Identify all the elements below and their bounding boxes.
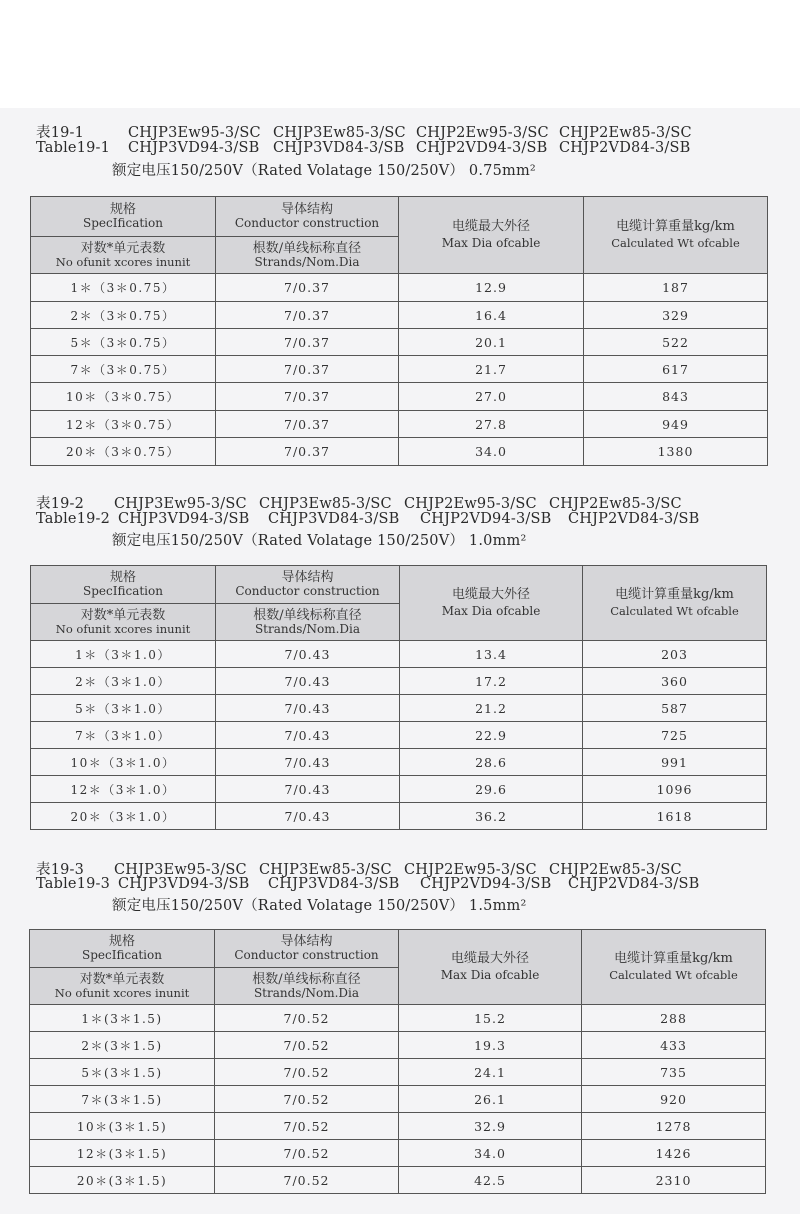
caption-line-2: [36, 140, 690, 156]
model-code: CHJP3VD84-3/SB: [268, 511, 400, 527]
strands-cell: 7/0.43: [216, 749, 400, 776]
caption-line-2: [36, 876, 699, 892]
header-en: Max Dia ofcable: [441, 604, 541, 618]
max-dia-cell: 19.3: [399, 1032, 582, 1059]
header-zh: 对数*单元表数: [80, 240, 166, 256]
table-row: [30, 1113, 766, 1140]
model-code: CHJP3Ew85-3/SC: [259, 496, 392, 512]
model-code: CHJP2Ew95-3/SC: [404, 862, 537, 878]
spec-cell: 1＊（3＊1.0）: [31, 641, 216, 668]
caption-line-1: [36, 121, 692, 142]
header-zh: 规格: [109, 202, 136, 217]
weight-cell: 1278: [582, 1113, 766, 1140]
rated-voltage-caption: 额定电压150/250V（Rated Volatage 150/250V） 0.75mm²: [112, 163, 536, 179]
header-en: SpecIfication: [82, 948, 162, 962]
table-row: [31, 722, 767, 749]
max-dia-cell: 24.1: [399, 1059, 582, 1086]
spec-table: [30, 565, 767, 830]
spec-header: [31, 566, 216, 604]
strands-cell: 7/0.43: [216, 803, 400, 830]
strands-cell: 7/0.43: [216, 776, 400, 803]
weight-cell: 187: [584, 274, 768, 302]
max-dia-cell: 16.4: [399, 302, 584, 329]
table-row: [31, 383, 768, 411]
table-row: [31, 776, 767, 803]
table-row: [31, 356, 768, 383]
weight-cell: 1426: [582, 1140, 766, 1167]
spec-cell: 12＊（3＊0.75）: [31, 411, 216, 438]
strands-cell: 7/0.52: [215, 1167, 399, 1194]
spec-cell: 2＊（3＊0.75）: [31, 302, 216, 329]
spec-cell: 2＊(3＊1.5): [30, 1032, 215, 1059]
table-label-zh: 表19-3: [36, 862, 85, 878]
spec-cell: 10＊(3＊1.5): [30, 1113, 215, 1140]
weight-cell: 288: [582, 1005, 766, 1032]
model-code: CHJP3Ew95-3/SC: [114, 862, 247, 878]
model-code: CHJP3VD84-3/SB: [268, 876, 400, 892]
header-zh: 电缆最大外径: [451, 219, 530, 234]
weight-cell: 360: [583, 668, 767, 695]
header-zh: 电缆计算重量kg/km: [616, 219, 735, 234]
strands-header: [215, 968, 399, 1005]
max-dia-cell: 21.7: [399, 356, 584, 383]
max-dia-cell: 13.4: [400, 641, 583, 668]
model-code: CHJP3VD94-3/SB: [118, 511, 250, 527]
table-row: [30, 1005, 766, 1032]
conductor-header: [216, 197, 399, 237]
strands-header: [216, 604, 400, 641]
weight-cell: 1096: [583, 776, 767, 803]
table-row: [31, 411, 768, 438]
table-row: [31, 749, 767, 776]
spec-cell: 5＊(3＊1.5): [30, 1059, 215, 1086]
max-dia-cell: 26.1: [399, 1086, 582, 1113]
conductor-header: [215, 930, 399, 968]
weight-cell: 2310: [582, 1167, 766, 1194]
header-en: Calculated Wt ofcable: [609, 968, 738, 982]
table-row: [31, 302, 768, 329]
strands-cell: 7/0.43: [216, 722, 400, 749]
model-code: CHJP2VD94-3/SB: [420, 511, 552, 527]
max-dia-cell: 36.2: [400, 803, 583, 830]
header-zh: 规格: [108, 934, 135, 949]
header-en: Calculated Wt ofcable: [610, 604, 739, 618]
strands-cell: 7/0.52: [215, 1032, 399, 1059]
spec-table: [29, 929, 766, 1194]
rated-voltage-caption: 额定电压150/250V（Rated Volatage 150/250V） 1.0mm²: [112, 533, 527, 549]
model-code: CHJP2Ew95-3/SC: [404, 496, 537, 512]
header-zh: 对数*单元表数: [80, 607, 166, 623]
max-dia-cell: 32.9: [399, 1113, 582, 1140]
header-zh: 电缆计算重量kg/km: [614, 951, 733, 966]
header-zh: 根数/单线标称直径: [252, 240, 362, 256]
table-row: [30, 1140, 766, 1167]
max-dia-cell: 27.0: [399, 383, 584, 411]
model-code: CHJP2VD84-3/SB: [568, 876, 700, 892]
spec-cell: 12＊（3＊1.0）: [31, 776, 216, 803]
spec-cell: 1＊（3＊0.75）: [31, 274, 216, 302]
max-dia-header: [399, 197, 584, 274]
model-code: CHJP3VD94-3/SB: [118, 876, 250, 892]
strands-cell: 7/0.37: [216, 411, 399, 438]
strands-cell: 7/0.37: [216, 383, 399, 411]
spec-cell: 10＊（3＊1.0）: [31, 749, 216, 776]
header-row: [30, 930, 766, 968]
strands-cell: 7/0.52: [215, 1086, 399, 1113]
spec-cell: 7＊（3＊1.0）: [31, 722, 216, 749]
table-row: [30, 1059, 766, 1086]
table-row: [30, 1167, 766, 1194]
model-code: CHJP2VD94-3/SB: [416, 140, 548, 156]
header-en: Strands/Nom.Dia: [253, 985, 360, 1000]
table-row: [31, 803, 767, 830]
header-en: Strands/Nom.Dia: [254, 621, 361, 636]
header-en: Conductor construction: [234, 216, 380, 230]
strands-cell: 7/0.52: [215, 1113, 399, 1140]
max-dia-cell: 21.2: [400, 695, 583, 722]
header-zh: 电缆最大外径: [450, 951, 529, 966]
strands-cell: 7/0.52: [215, 1140, 399, 1167]
model-code: CHJP2Ew85-3/SC: [549, 496, 682, 512]
model-code: CHJP3VD84-3/SB: [273, 140, 405, 156]
spec-table: [30, 196, 768, 466]
max-dia-cell: 28.6: [400, 749, 583, 776]
strands-cell: 7/0.43: [216, 641, 400, 668]
strands-cell: 7/0.52: [215, 1005, 399, 1032]
table-row: [31, 695, 767, 722]
header-en: Calculated Wt ofcable: [611, 236, 740, 250]
strands-cell: 7/0.37: [216, 329, 399, 356]
spec-cell: 20＊(3＊1.5): [30, 1167, 215, 1194]
strands-cell: 7/0.43: [216, 695, 400, 722]
max-dia-header: [399, 930, 582, 1005]
header-en: Conductor construction: [234, 948, 379, 962]
spec-header: [31, 197, 216, 237]
table-label-zh: 表19-2: [36, 496, 85, 512]
max-dia-cell: 15.2: [399, 1005, 582, 1032]
strands-cell: 7/0.43: [216, 668, 400, 695]
spec-cell: 2＊（3＊1.0）: [31, 668, 216, 695]
weight-cell: 203: [583, 641, 767, 668]
header-zh: 电缆最大外径: [451, 587, 530, 602]
pairs-header: [31, 237, 216, 274]
table-row: [30, 1086, 766, 1113]
header-zh: 根数/单线标称直径: [253, 607, 362, 623]
weight-cell: 725: [583, 722, 767, 749]
table-label-en: Table19-3: [36, 876, 111, 892]
header-zh: 对数*单元表数: [79, 971, 165, 987]
strands-cell: 7/0.37: [216, 438, 399, 466]
table-row: [31, 274, 768, 302]
spec-cell: 20＊（3＊0.75）: [31, 438, 216, 466]
conductor-header: [216, 566, 400, 604]
caption-line-2: [36, 511, 699, 527]
max-dia-cell: 27.8: [399, 411, 584, 438]
max-dia-cell: 34.0: [399, 438, 584, 466]
header-en: No ofunit xcores inunit: [55, 621, 191, 636]
model-code: CHJP3Ew95-3/SC: [114, 496, 247, 512]
spec-cell: 10＊（3＊0.75）: [31, 383, 216, 411]
header-zh: 规格: [109, 570, 136, 585]
weight-cell: 617: [584, 356, 768, 383]
max-dia-cell: 34.0: [399, 1140, 582, 1167]
header-en: No ofunit xcores inunit: [54, 985, 190, 1000]
model-code: CHJP2VD84-3/SB: [568, 511, 700, 527]
header-en: Max Dia ofcable: [441, 236, 541, 250]
header-zh: 导体结构: [281, 570, 334, 585]
weight-cell: 1618: [583, 803, 767, 830]
spec-cell: 5＊（3＊0.75）: [31, 329, 216, 356]
spec-cell: 7＊(3＊1.5): [30, 1086, 215, 1113]
header-zh: 电缆计算重量kg/km: [615, 587, 734, 602]
table-row: [31, 329, 768, 356]
table-row: [31, 668, 767, 695]
rated-voltage-caption: 额定电压150/250V（Rated Volatage 150/250V） 1.5mm²: [112, 898, 527, 914]
caption-line-1: [36, 492, 682, 513]
header-zh: 根数/单线标称直径: [252, 971, 361, 987]
max-dia-cell: 29.6: [400, 776, 583, 803]
max-dia-cell: 17.2: [400, 668, 583, 695]
spec-cell: 20＊（3＊1.0）: [31, 803, 216, 830]
model-code: CHJP3Ew85-3/SC: [273, 125, 406, 141]
spec-cell: 1＊(3＊1.5): [30, 1005, 215, 1032]
model-code: CHJP2Ew85-3/SC: [559, 125, 692, 141]
weight-cell: 991: [583, 749, 767, 776]
weight-cell: 949: [584, 411, 768, 438]
header-en: SpecIfication: [83, 216, 163, 230]
model-code: CHJP2Ew85-3/SC: [549, 862, 682, 878]
table-row: [31, 438, 768, 466]
header-row: [31, 197, 768, 237]
weight-cell: 587: [583, 695, 767, 722]
max-dia-header: [400, 566, 583, 641]
header-en: No ofunit xcores inunit: [55, 254, 191, 269]
table-label-zh: 表19-1: [36, 125, 85, 141]
spec-cell: 12＊(3＊1.5): [30, 1140, 215, 1167]
header-en: Conductor construction: [235, 584, 380, 598]
max-dia-cell: 22.9: [400, 722, 583, 749]
weight-cell: 843: [584, 383, 768, 411]
weight-header: [584, 197, 768, 274]
header-zh: 导体结构: [280, 202, 333, 217]
weight-cell: 1380: [584, 438, 768, 466]
header-en: Strands/Nom.Dia: [254, 254, 360, 269]
spec-cell: 7＊（3＊0.75）: [31, 356, 216, 383]
weight-header: [582, 930, 766, 1005]
weight-cell: 920: [582, 1086, 766, 1113]
model-code: CHJP2Ew95-3/SC: [416, 125, 549, 141]
table-row: [30, 1032, 766, 1059]
table-label-en: Table19-1: [36, 140, 111, 156]
table-row: [31, 641, 767, 668]
pairs-header: [31, 604, 216, 641]
strands-cell: 7/0.37: [216, 356, 399, 383]
strands-cell: 7/0.37: [216, 274, 399, 302]
model-code: CHJP2VD94-3/SB: [420, 876, 552, 892]
model-code: CHJP2VD84-3/SB: [559, 140, 691, 156]
model-code: CHJP3VD94-3/SB: [128, 140, 260, 156]
header-row: [31, 566, 767, 604]
weight-cell: 329: [584, 302, 768, 329]
header-en: SpecIfication: [83, 584, 163, 598]
weight-cell: 433: [582, 1032, 766, 1059]
header-zh: 导体结构: [280, 934, 333, 949]
max-dia-cell: 12.9: [399, 274, 584, 302]
model-code: CHJP3Ew95-3/SC: [128, 125, 261, 141]
model-code: CHJP3Ew85-3/SC: [259, 862, 392, 878]
strands-cell: 7/0.52: [215, 1059, 399, 1086]
header-en: Max Dia ofcable: [440, 968, 540, 982]
spec-cell: 5＊（3＊1.0）: [31, 695, 216, 722]
strands-header: [216, 237, 399, 274]
max-dia-cell: 20.1: [399, 329, 584, 356]
strands-cell: 7/0.37: [216, 302, 399, 329]
weight-header: [583, 566, 767, 641]
pairs-header: [30, 968, 215, 1005]
weight-cell: 522: [584, 329, 768, 356]
table-label-en: Table19-2: [36, 511, 111, 527]
weight-cell: 735: [582, 1059, 766, 1086]
max-dia-cell: 42.5: [399, 1167, 582, 1194]
spec-header: [30, 930, 215, 968]
